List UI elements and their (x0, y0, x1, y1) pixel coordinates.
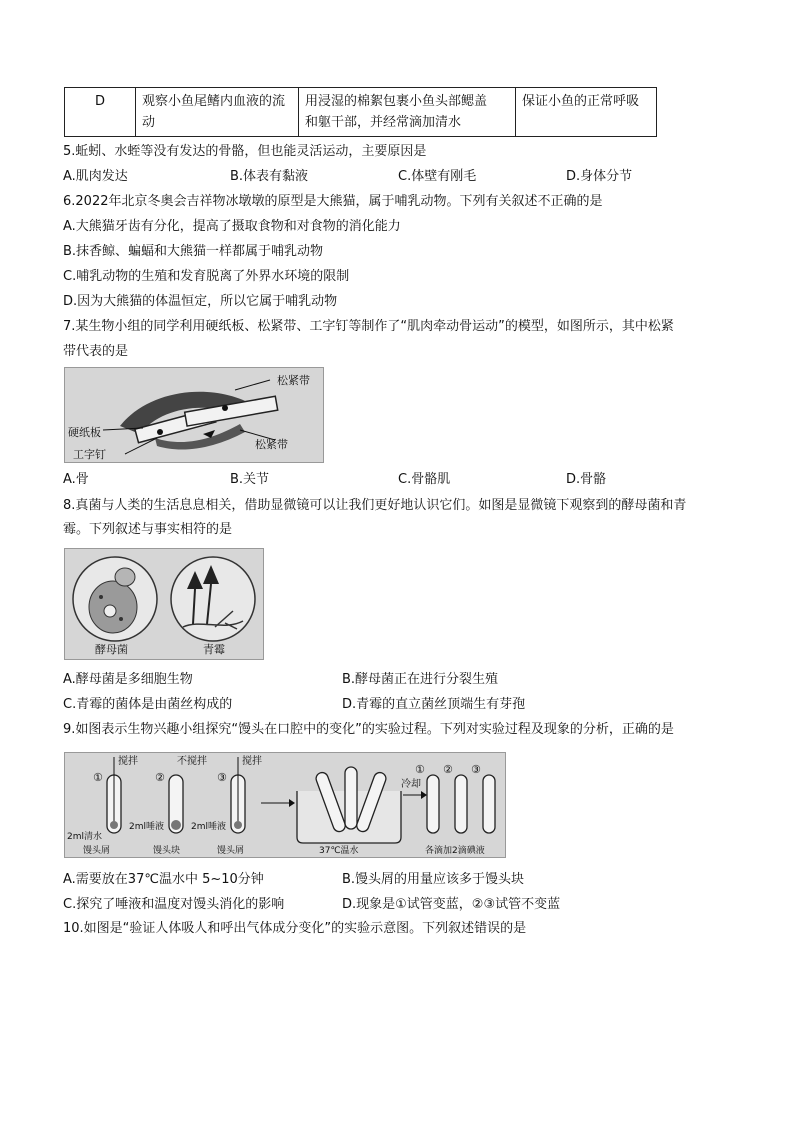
cell-text-line: 动 (142, 115, 156, 130)
q9-option-b: B.馒头屑的用量应该多于馒头块 (342, 872, 525, 887)
tube-3-liquid: 2ml唾液 (191, 822, 226, 832)
label-no-stir: 不搅拌 (177, 756, 207, 767)
label-iodine: 各滴加2滴碘液 (425, 846, 485, 856)
q7-option-d: D.骨骼 (566, 472, 607, 487)
label-warm-water: 37℃温水 (319, 846, 359, 856)
q7-option-c: C.骨骼肌 (398, 472, 451, 487)
question-6-stem: 6.2022年北京冬奥会吉祥物冰墩墩的原型是大熊猫，属于哺乳动物。下列有关叙述不正确的是 (63, 194, 603, 209)
table-cell-operation (299, 88, 516, 137)
label-stir-1: 搅拌 (118, 756, 138, 767)
q5-option-c: C.体壁有刚毛 (398, 169, 477, 184)
tube-1-bread: 馒头屑 (83, 846, 111, 856)
label-elastic-top: 松紧带 (277, 374, 310, 387)
table-cell-option (65, 88, 136, 137)
q6-option-d: D.因为大熊猫的体温恒定，所以它属于哺乳动物 (63, 294, 338, 309)
cell-text: D (94, 94, 105, 109)
label-stir-3: 搅拌 (242, 756, 262, 767)
answer-table (64, 87, 657, 137)
q6-option-a: A.大熊猫牙齿有分化，提高了摄取食物和对食物的消化能力 (63, 219, 401, 234)
label-elastic-right: 松紧带 (255, 438, 288, 451)
q8-option-a: A.酵母菌是多细胞生物 (63, 672, 193, 687)
question-5-stem: 5.蚯蚓、水蛭等没有发达的骨骼，但也能灵活运动，主要原因是 (63, 144, 427, 159)
tube-3-number: ③ (217, 771, 227, 784)
table-cell-experiment (136, 88, 299, 137)
cell-text: 保证小鱼的正常呼吸 (522, 94, 640, 109)
question-7-stem: 7.某生物小组的同学利用硬纸板、松紧带、工字钉等制作了“肌肉牵动骨运动”的模型，如图所示，其中松紧 (63, 319, 674, 334)
tube-2-bread: 馒头块 (153, 846, 181, 856)
tube-1-liquid: 2ml清水 (67, 832, 102, 842)
q6-option-c: C.哺乳动物的生殖和发育脱离了外界水环境的限制 (63, 269, 350, 284)
tube-2-liquid: 2ml唾液 (129, 822, 164, 832)
label-cardboard: 硬纸板 (68, 426, 101, 439)
q9-option-d: D.现象是①试管变蓝，②③试管不变蓝 (342, 897, 561, 912)
right-tube-3-number: ③ (471, 763, 481, 776)
q8-option-c: C.青霉的菌体是由菌丝构成的 (63, 697, 233, 712)
q8-option-b: B.酵母菌正在进行分裂生殖 (342, 672, 499, 687)
question-8-stem-cont: 霉。下列叙述与事实相符的是 (63, 522, 233, 537)
tube-3-bread: 馒头屑 (217, 846, 245, 856)
q5-option-d: D.身体分节 (566, 169, 633, 184)
question-9-stem: 9.如图表示生物兴趣小组探究“馒头在口腔中的变化”的实验过程。下列对实验过程及现象的分析，正确的是 (63, 722, 674, 737)
label-yeast: 酵母菌 (95, 643, 128, 656)
q8-option-d: D.青霉的直立菌丝顶端生有芽孢 (342, 697, 526, 712)
tube-1-number: ① (93, 771, 103, 784)
right-tube-1-number: ① (415, 763, 425, 776)
cell-text-line: 用浸湿的棉絮包裹小鱼头部鳃盖 (305, 94, 488, 109)
q5-option-a: A.肌肉发达 (63, 169, 128, 184)
q9-option-a: A.需要放在37℃温水中 5~10分钟 (63, 872, 264, 887)
experiment-figure (64, 752, 506, 858)
label-cool: 冷却 (401, 779, 421, 790)
q9-option-c: C.探究了唾液和温度对馒头消化的影响 (63, 897, 285, 912)
question-7-stem-cont: 带代表的是 (63, 344, 129, 359)
muscle-model-figure (64, 367, 324, 463)
question-10-stem: 10.如图是“验证人体吸人和呼出气体成分变化”的实验示意图。下列叙述错误的是 (63, 921, 527, 936)
table-row (65, 88, 657, 137)
q7-option-b: B.关节 (230, 472, 270, 487)
fungi-figure (64, 548, 264, 660)
question-8-stem: 8.真菌与人类的生活息息相关，借助显微镜可以让我们更好地认识它们。如图是显微镜下观察到的酵母菌和青 (63, 498, 687, 513)
q5-option-b: B.体表有黏液 (230, 169, 309, 184)
right-tube-2-number: ② (443, 763, 453, 776)
label-penicillium: 青霉 (203, 643, 225, 656)
table-cell-purpose (516, 88, 657, 137)
cell-text-line: 观察小鱼尾鳍内血液的流 (142, 94, 286, 109)
q7-option-a: A.骨 (63, 472, 89, 487)
q6-option-b: B.抹香鲸、蝙蝠和大熊猫一样都属于哺乳动物 (63, 244, 324, 259)
cell-text-line: 和躯干部，并经常滴加清水 (305, 115, 462, 130)
label-pin: 工字钉 (73, 448, 106, 461)
tube-2-number: ② (155, 771, 165, 784)
